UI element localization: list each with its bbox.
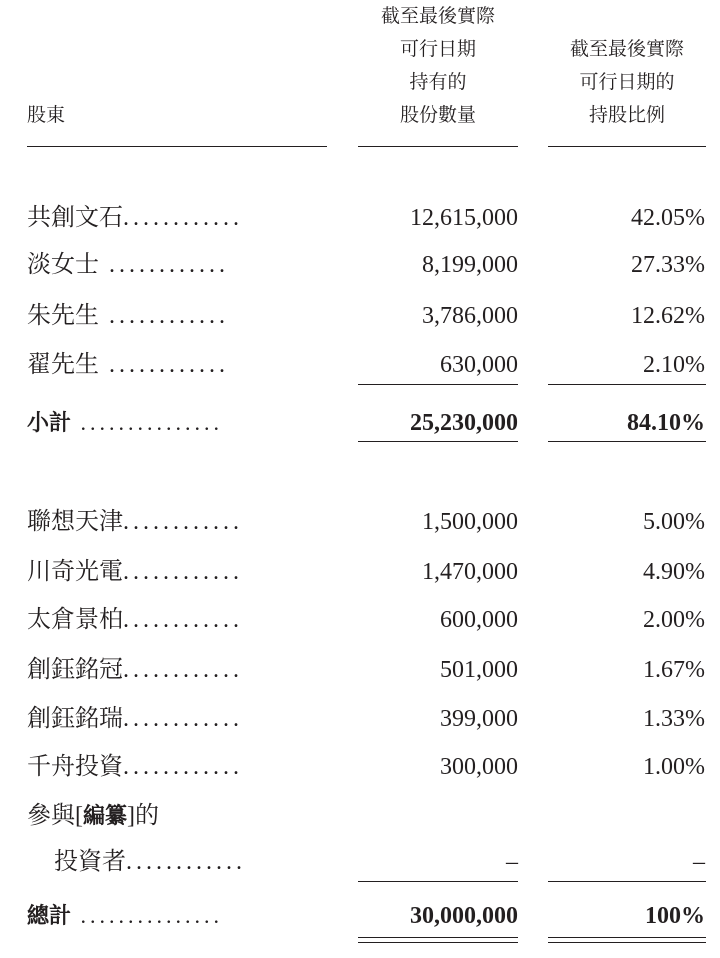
double-rule-top bbox=[358, 937, 518, 938]
participants-suffix: ]的 bbox=[127, 803, 160, 829]
header-rule bbox=[358, 146, 518, 147]
double-rule-bottom bbox=[358, 942, 518, 943]
table-row bbox=[0, 296, 720, 336]
dot-leader: ............... bbox=[71, 903, 224, 928]
shares-header-line: 股份數量 bbox=[399, 104, 476, 126]
shareholder-name: 淡女士 bbox=[27, 252, 99, 278]
shares-header-line: 截至最後實際 bbox=[380, 5, 495, 27]
header-rule bbox=[548, 146, 706, 147]
shares-value: 600,000 bbox=[440, 607, 518, 633]
dot-leader: ............ bbox=[123, 754, 243, 780]
dot-leader: ............ bbox=[123, 706, 243, 732]
dot-leader: ............ bbox=[99, 352, 229, 378]
shares-header-line: 持有的 bbox=[409, 71, 467, 93]
dot-leader: ............ bbox=[123, 509, 243, 535]
double-rule-bottom bbox=[548, 942, 706, 943]
table-row bbox=[0, 552, 720, 592]
percent-value: 5.00% bbox=[643, 509, 705, 535]
subtotal-label: 小計 bbox=[27, 411, 72, 436]
double-rule-top bbox=[548, 937, 706, 938]
table-row bbox=[0, 842, 720, 882]
shareholder-name: 朱先生 bbox=[27, 303, 99, 329]
total-rule bbox=[548, 881, 706, 882]
shareholder-name: 翟先生 bbox=[27, 352, 99, 378]
subtotal-rule bbox=[358, 441, 518, 442]
subtotal-percent: 84.10% bbox=[627, 410, 705, 436]
table-row bbox=[0, 796, 720, 836]
percent-value: 12.62% bbox=[631, 303, 705, 329]
shareholder-name: 千舟投資 bbox=[27, 754, 123, 780]
shares-header bbox=[358, 4, 518, 127]
table-row bbox=[0, 245, 720, 285]
table-row bbox=[0, 502, 720, 542]
dot-leader: ............ bbox=[123, 559, 243, 585]
shares-value: 300,000 bbox=[440, 754, 518, 780]
percent-header-line: 持股比例 bbox=[588, 104, 665, 126]
table-row bbox=[0, 747, 720, 787]
percent-value: 1.33% bbox=[643, 706, 705, 732]
shareholder-name: 創鈺銘冠 bbox=[27, 657, 123, 683]
table-row bbox=[0, 345, 720, 385]
percent-value: 27.33% bbox=[631, 252, 705, 278]
subtotal-shares: 25,230,000 bbox=[410, 410, 518, 436]
dot-leader: ............ bbox=[123, 657, 243, 683]
header-rule bbox=[27, 146, 327, 147]
shares-value: 12,615,000 bbox=[410, 205, 518, 231]
shares-value: 630,000 bbox=[440, 352, 518, 378]
shares-value: 399,000 bbox=[440, 706, 518, 732]
percent-value: 2.00% bbox=[643, 607, 705, 633]
percent-value: – bbox=[693, 849, 705, 875]
dot-leader: ............... bbox=[71, 410, 224, 435]
table-row bbox=[0, 650, 720, 690]
dot-leader: ............ bbox=[126, 849, 246, 875]
table-row bbox=[0, 198, 720, 238]
percent-value: 4.90% bbox=[643, 559, 705, 585]
percent-header bbox=[548, 37, 706, 127]
shareholder-name: 聯想天津 bbox=[27, 509, 123, 535]
shareholder-name: 投資者 bbox=[54, 849, 126, 875]
table-row bbox=[0, 699, 720, 739]
total-rule bbox=[358, 881, 518, 882]
shareholder-header: 股東 bbox=[27, 104, 66, 126]
subtotal-rule bbox=[358, 384, 518, 385]
percent-header-line: 可行日期的 bbox=[579, 71, 675, 93]
shareholder-name: 共創文石 bbox=[27, 205, 123, 231]
dot-leader: ............ bbox=[99, 303, 229, 329]
shareholder-name: 太倉景柏 bbox=[27, 607, 123, 633]
table-row bbox=[0, 600, 720, 640]
percent-value: 1.00% bbox=[643, 754, 705, 780]
total-label: 總計 bbox=[27, 904, 72, 929]
percent-value: 42.05% bbox=[631, 205, 705, 231]
participants-redacted: 編纂 bbox=[83, 804, 128, 829]
percent-value: 1.67% bbox=[643, 657, 705, 683]
total-shares: 30,000,000 bbox=[410, 903, 518, 929]
shares-value: – bbox=[506, 849, 518, 875]
subtotal-rule bbox=[548, 384, 706, 385]
total-row bbox=[0, 896, 720, 936]
subtotal-row bbox=[0, 403, 720, 443]
subtotal-rule bbox=[548, 441, 706, 442]
total-percent: 100% bbox=[645, 903, 705, 929]
shareholder-name: 川奇光電 bbox=[27, 559, 123, 585]
shares-value: 1,470,000 bbox=[422, 559, 518, 585]
shares-value: 501,000 bbox=[440, 657, 518, 683]
shareholder-name: 創鈺銘瑞 bbox=[27, 706, 123, 732]
dot-leader: ............ bbox=[99, 252, 229, 278]
participants-prefix: 參與[ bbox=[27, 803, 83, 829]
shares-header-line: 可行日期 bbox=[399, 38, 476, 60]
percent-value: 2.10% bbox=[643, 352, 705, 378]
shares-value: 3,786,000 bbox=[422, 303, 518, 329]
shares-value: 8,199,000 bbox=[422, 252, 518, 278]
dot-leader: ............ bbox=[123, 205, 243, 231]
dot-leader: ............ bbox=[123, 607, 243, 633]
shares-value: 1,500,000 bbox=[422, 509, 518, 535]
percent-header-line: 截至最後實際 bbox=[569, 38, 684, 60]
